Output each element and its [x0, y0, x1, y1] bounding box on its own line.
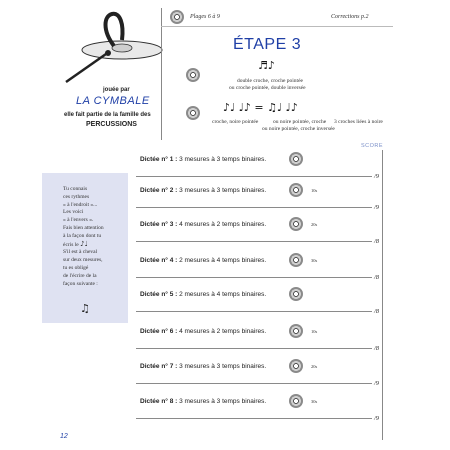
dictee-label: Dictée n° 1 : — [140, 156, 178, 163]
tip-line — [63, 241, 104, 250]
score-label: SCORE — [361, 143, 384, 149]
etape-label-2d: ou noire pointée, croche inversée — [262, 126, 335, 132]
answer-line — [136, 207, 372, 208]
cd-icon — [186, 68, 200, 82]
answer-line — [136, 311, 372, 312]
etape-title: ÉTAPE 3 — [233, 36, 302, 53]
dictee-score: /9 — [374, 380, 380, 387]
instrument-name: LA CYMBALE — [76, 95, 150, 107]
tip-line: Fais bien attention — [63, 224, 104, 231]
dictee-description: 2 mesures à 4 temps binaires. — [179, 291, 267, 298]
answer-line — [136, 418, 372, 419]
dictee-title — [140, 257, 266, 264]
tip-line: façon suivante : — [63, 280, 98, 287]
track-time: 10s — [311, 329, 318, 334]
tip-line: S'il est à cheval — [63, 249, 98, 256]
answer-line — [136, 383, 372, 384]
dictee-title — [140, 398, 266, 405]
rhythm-notes-1: ♬♪ — [258, 59, 275, 72]
dictee-label: Dictée n° 3 : — [140, 221, 178, 228]
etape-label-2a: croche, noire pointée — [212, 119, 259, 125]
etape-label-2c: 3 croches liées à noire — [334, 119, 383, 125]
dictee-score: /9 — [374, 204, 380, 211]
dictee-label: Dictée n° 5 : — [140, 291, 178, 298]
etape-label-2b: ou noire pointée, croche — [273, 119, 327, 125]
track-time: 20s — [311, 222, 318, 227]
cd-icon — [289, 287, 303, 301]
dictee-label: Dictée n° 4 : — [140, 257, 178, 264]
dictee-label: Dictée n° 8 : — [140, 398, 178, 405]
tip-note-symbol: ♪♩ — [80, 239, 88, 248]
track-time: 30s — [311, 399, 318, 404]
dictee-description: 4 mesures à 2 temps binaires. — [179, 221, 267, 228]
dictee-title — [140, 187, 266, 194]
tip-line: sur deux mesures, — [63, 257, 103, 264]
dictee-score: /8 — [374, 238, 380, 245]
dictee-score: /9 — [374, 173, 380, 180]
tip-line: à la façon dont tu — [63, 232, 102, 239]
cd-icon — [170, 10, 184, 24]
cd-icon — [289, 217, 303, 231]
cd-icon — [289, 152, 303, 166]
tip-note-symbol-2: ♫ — [80, 302, 90, 315]
dictee-description: 3 mesures à 3 temps binaires. — [179, 156, 267, 163]
dictee-score: /8 — [374, 274, 380, 281]
dictee-description: 3 mesures à 3 temps binaires. — [179, 363, 267, 370]
cymbal-illustration — [62, 10, 167, 92]
tip-text — [63, 186, 104, 288]
tip-line: de l'écrire de la — [63, 272, 97, 279]
header-tracks: Plages 6 à 9 — [190, 14, 220, 20]
tip-line: Tu connais — [63, 186, 88, 192]
tip-line: « à l'endroit »... — [63, 201, 98, 208]
rhythm-notes-2: ♪♩ ♩♪ = ♫♩ ♩♪ — [223, 101, 298, 114]
dictee-description: 3 mesures à 3 temps binaires. — [179, 187, 267, 194]
header-divider — [161, 8, 162, 140]
cd-icon — [289, 394, 303, 408]
right-margin-line — [382, 150, 383, 440]
answer-line — [136, 176, 372, 177]
cd-icon — [186, 106, 200, 120]
track-time: 30s — [311, 258, 318, 263]
etape-label-1a: double croche, croche pointée — [237, 78, 303, 84]
dictee-label: Dictée n° 6 : — [140, 328, 178, 335]
answer-line — [136, 277, 372, 278]
dictee-description: 2 mesures à 4 temps binaires. — [179, 257, 267, 264]
cd-icon — [289, 183, 303, 197]
jouee-par-label: jouée par — [103, 87, 130, 93]
dictee-title — [140, 221, 266, 228]
track-time: 10s — [311, 188, 318, 193]
tip-line: ces rythmes — [63, 193, 90, 200]
cd-icon — [289, 253, 303, 267]
dictee-description: 4 mesures à 2 temps binaires. — [179, 328, 267, 335]
dictee-score: /8 — [374, 345, 380, 352]
tip-line: Les voici — [63, 209, 84, 216]
header-line — [161, 26, 393, 27]
header-corrections: Corrections p.2 — [331, 14, 369, 20]
tip-line: tu es obligé — [63, 264, 89, 271]
etape-label-1b: ou croche pointée, double inversée — [229, 85, 306, 91]
dictee-title — [140, 328, 266, 335]
tip-line-text: écris le — [63, 241, 79, 248]
track-time: 20s — [311, 364, 318, 369]
dictee-score: /9 — [374, 415, 380, 422]
dictee-title — [140, 363, 266, 370]
answer-line — [136, 241, 372, 242]
family-text: elle fait partie de la famille des — [64, 112, 151, 118]
cd-icon — [289, 324, 303, 338]
page-number: 12 — [60, 433, 68, 440]
answer-line — [136, 348, 372, 349]
dictee-title — [140, 156, 266, 163]
dictee-score: /8 — [374, 308, 380, 315]
dictee-title — [140, 291, 266, 298]
family-name: PERCUSSIONS — [86, 121, 137, 128]
tip-line: « à l'envers ». — [63, 217, 94, 224]
dictee-description: 3 mesures à 3 temps binaires. — [179, 398, 267, 405]
dictee-label: Dictée n° 2 : — [140, 187, 178, 194]
cd-icon — [289, 359, 303, 373]
dictee-label: Dictée n° 7 : — [140, 363, 178, 370]
